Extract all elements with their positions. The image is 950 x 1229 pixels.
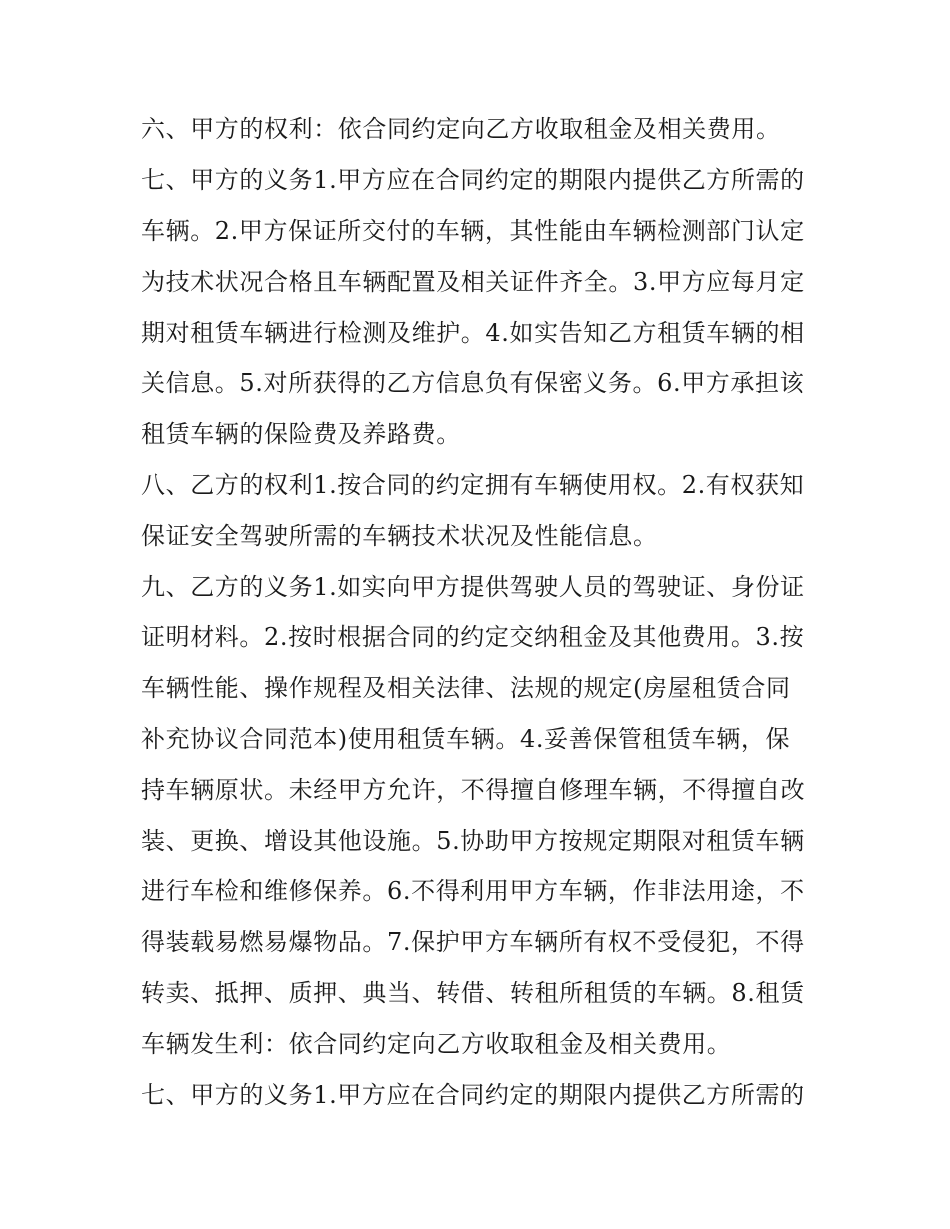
text-line: 持车辆原状。未经甲方允许，不得擅自修理车辆，不得擅自改: [141, 776, 806, 804]
text-line: 七、甲方的义务1.甲方应在合同约定的期限内提供乙方所需的: [141, 1081, 805, 1109]
text-line: 为技术状况合格且车辆配置及相关证件齐全。3.甲方应每月定: [141, 268, 805, 296]
text-line: 八、乙方的权利1.按合同的约定拥有车辆使用权。2.有权获知: [141, 471, 805, 499]
text-line: 保证安全驾驶所需的车辆技术状况及性能信息。: [141, 522, 658, 550]
text-line: 证明材料。2.按时根据合同的约定交纳租金及其他费用。3.按: [141, 623, 805, 651]
text-line: 车辆发生利：依合同约定向乙方收取租金及相关费用。: [141, 1030, 732, 1058]
text-line: 关信息。5.对所获得的乙方信息负有保密义务。6.甲方承担该: [141, 369, 805, 397]
text-line: 车辆性能、操作规程及相关法律、法规的规定(房屋租赁合同: [141, 674, 791, 702]
text-line: 进行车检和维修保养。6.不得利用甲方车辆，作非法用途，不: [141, 877, 805, 905]
text-line: 租赁车辆的保险费及养路费。: [141, 420, 461, 448]
text-line: 六、甲方的权利：依合同约定向乙方收取租金及相关费用。: [141, 115, 781, 143]
text-line: 七、甲方的义务1.甲方应在合同约定的期限内提供乙方所需的: [141, 166, 805, 194]
text-line: 补充协议合同范本)使用租赁车辆。4.妥善保管租赁车辆，保: [141, 725, 791, 753]
text-line: 车辆。2.甲方保证所交付的车辆，其性能由车辆检测部门认定: [141, 217, 805, 245]
text-line: 得装载易燃易爆物品。7.保护甲方车辆所有权不受侵犯，不得: [141, 928, 805, 956]
text-line: 九、乙方的义务1.如实向甲方提供驾驶人员的驾驶证、身份证: [141, 573, 805, 601]
text-line: 装、更换、增设其他设施。5.协助甲方按规定期限对租赁车辆: [141, 827, 805, 855]
text-line: 期对租赁车辆进行检测及维护。4.如实告知乙方租赁车辆的相: [141, 319, 805, 347]
text-line: 转卖、抵押、质押、典当、转借、转租所租赁的车辆。8.租赁: [141, 979, 805, 1007]
